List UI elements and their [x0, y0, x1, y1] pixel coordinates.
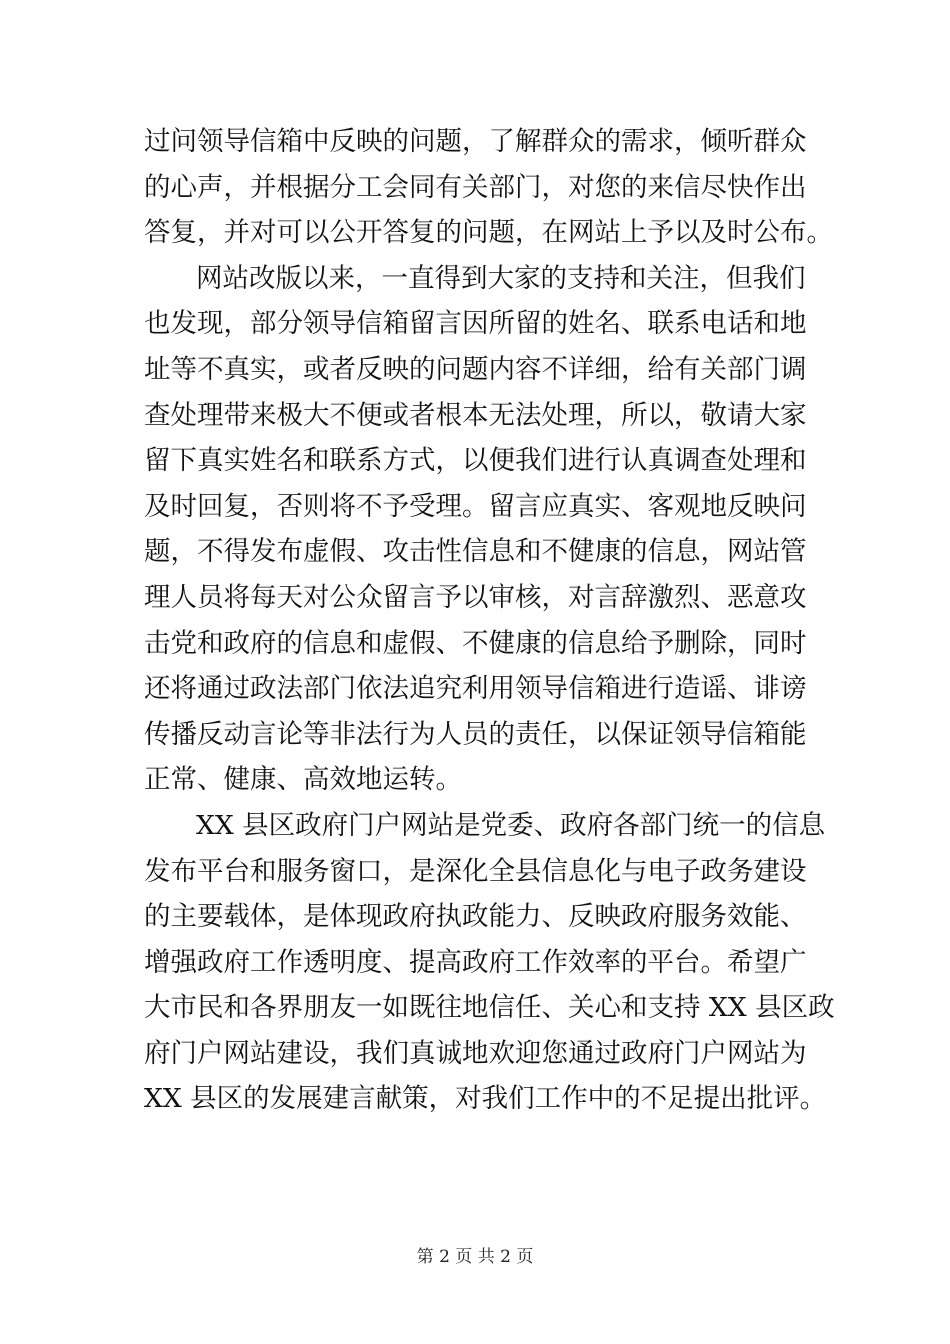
text-line: 查处理带来极大不便或者根本无法处理，所以，敬请大家: [144, 399, 807, 431]
text-line: 的心声，并根据分工会同有关部门，对您的来信尽快作出: [144, 171, 807, 203]
text-line: 理人员将每天对公众留言予以审核，对言辞激烈、恶意攻: [144, 581, 807, 613]
paragraph-start-line: 网站改版以来，一直得到大家的支持和关注，但我们: [196, 262, 806, 294]
text-line: 留下真实姓名和联系方式，以便我们进行认真调查处理和: [144, 445, 807, 477]
paragraph-start-line: XX 县区政府门户网站是党委、政府各部门统一的信息: [196, 809, 826, 841]
page-number-footer: 第 2 页 共 2 页: [416, 1247, 534, 1267]
text-line: 的主要载体，是体现政府执政能力、反映政府服务效能、: [144, 901, 807, 933]
body-text: [144, 119, 835, 1122]
text-line: 传播反动言论等非法行为人员的责任，以保证领导信箱能: [144, 718, 807, 750]
text-line: 答复，并对可以公开答复的问题，在网站上予以及时公布。: [144, 217, 833, 249]
text-line: 增强政府工作透明度、提高政府工作效率的平台。希望广: [144, 946, 807, 978]
text-line: 府门户网站建设，我们真诚地欢迎您通过政府门户网站为: [144, 1037, 807, 1069]
text-line: 及时回复，否则将不予受理。留言应真实、客观地反映问: [144, 490, 807, 522]
text-line: 正常、健康、高效地运转。: [144, 764, 462, 796]
text-line: 也发现，部分领导信箱留言因所留的姓名、联系电话和地: [144, 308, 807, 340]
text-line: 址等不真实，或者反映的问题内容不详细，给有关部门调: [144, 353, 807, 385]
text-line: 击党和政府的信息和虚假、不健康的信息给予删除，同时: [144, 627, 807, 659]
text-line: 还将通过政法部门依法追究利用领导信箱进行造谣、诽谤: [144, 673, 807, 705]
text-line: 发布平台和服务窗口，是深化全县信息化与电子政务建设: [144, 855, 807, 887]
text-line: 题，不得发布虚假、攻击性信息和不健康的信息，网站管: [144, 536, 807, 568]
text-line: 大市民和各界朋友一如既往地信任、关心和支持 XX 县区政: [144, 992, 835, 1024]
text-line: 过问领导信箱中反映的问题，了解群众的需求，倾听群众: [144, 126, 807, 157]
text-line: XX 县区的发展建言献策，对我们工作中的不足提出批评。: [144, 1083, 827, 1115]
